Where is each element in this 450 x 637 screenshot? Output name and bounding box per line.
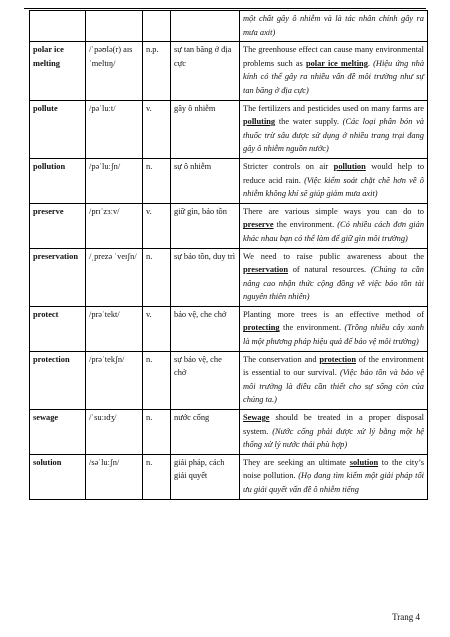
example-cell xyxy=(240,100,428,158)
meaning-cell: sự bảo tồn, duy trì xyxy=(171,248,240,306)
meaning-cell: sự tan băng ở địa cực xyxy=(171,42,240,100)
example-cell xyxy=(240,11,428,42)
example-sentence-end: should be treated in a proper disposal system. xyxy=(243,413,424,436)
example-keyword: preservation xyxy=(243,265,288,275)
example-translation: (Việc bảo tồn và bảo vệ môi trường là điều cần thiết cho sự sống còn của chúng ta.) xyxy=(243,368,424,405)
pos-cell: n. xyxy=(143,454,171,499)
table-row xyxy=(30,158,428,203)
example-cell xyxy=(240,42,428,100)
example-sentence-start: The greenhouse effect can cause many environmental problems such as xyxy=(243,45,424,68)
pos-cell: n. xyxy=(143,248,171,306)
example-translation: (Họ đang tìm kiếm một giải pháp tối ưu giải quyết vấn đề ô nhiễm tiếng xyxy=(243,471,424,494)
word-cell: protection xyxy=(30,351,86,409)
meaning-cell: sự bảo vệ, che chở xyxy=(171,351,240,409)
example-keyword: polluting xyxy=(243,117,276,127)
page-number: Trang 4 xyxy=(392,612,420,622)
example-translation: (Trồng nhiều cây xanh là một phương pháp hiệu quả để bảo vệ môi trường) xyxy=(243,323,424,347)
example-sentence-end: of the environment is essential to our survival. xyxy=(243,354,424,378)
pos-cell: n. xyxy=(143,351,171,409)
meaning-cell: giữ gìn, bảo tồn xyxy=(171,203,240,248)
example-cell xyxy=(240,454,428,499)
table-row xyxy=(30,42,428,100)
example-translation: một chất gây ô nhiễm và là tác nhân chính gây ra mưa axit) xyxy=(243,14,424,37)
pos-cell: v. xyxy=(143,100,171,158)
pos-cell xyxy=(143,11,171,42)
word-cell: pollution xyxy=(30,158,86,203)
table-row xyxy=(30,454,428,499)
example-translation: (Nước cống phải được xử lý bằng một hệ thống xử lý nước thải phù hợp) xyxy=(243,426,424,450)
example-sentence-start: We need to raise public awareness about the xyxy=(243,251,424,261)
example-keyword: protecting xyxy=(243,323,280,333)
example-sentence-end: . xyxy=(367,58,370,68)
example-translation: (Các loại phân bón và thuốc trừ sâu được sử dụng ở nhiều trang trại đang gây ô nhiễm nguồn nước) xyxy=(243,117,424,154)
example-sentence-end: to the city’s noise pollution. xyxy=(243,457,424,481)
example-sentence-start: Stricter controls on air xyxy=(243,161,334,171)
example-keyword: protection xyxy=(319,354,356,364)
example-keyword: pollution xyxy=(333,161,366,171)
pos-cell: n. xyxy=(143,158,171,203)
example-translation: (Có nhiều cách đơn giản khác nhau bạn có thể làm để giữ gìn môi trường) xyxy=(243,220,425,243)
table-row-continuation xyxy=(30,11,428,42)
example-cell xyxy=(240,351,428,409)
example-sentence-start: There are various simple ways you can do to xyxy=(243,206,424,216)
example-sentence-start: The conservation and xyxy=(243,354,320,364)
example-sentence-end: the water supply. xyxy=(275,117,339,127)
ipa-cell: /prɪˈzɜːv/ xyxy=(86,203,143,248)
ipa-cell: /ˌprezə ˈveɪʃn/ xyxy=(86,248,143,306)
example-translation: (Chúng ta cần nâng cao nhận thức cộng đồng về việc bảo tồn tài nguyên thiên nhiên) xyxy=(243,265,424,302)
table-row xyxy=(30,306,428,351)
table-row xyxy=(30,203,428,248)
example-translation: (Hiệu ứng nhà kính có thể gây ra nhiều vấn đề môi trường như sự tan băng ở địa cực) xyxy=(243,58,425,95)
example-sentence-end: would help to reduce acid rain. xyxy=(243,161,425,185)
example-sentence-start: The fertilizers and pesticides used on many farms are xyxy=(243,103,424,113)
page-top-border xyxy=(24,8,426,9)
example-keyword: polar ice melting xyxy=(305,58,368,68)
word-cell: preservation xyxy=(30,248,86,306)
example-keyword: Sewage xyxy=(243,413,270,423)
example-cell xyxy=(240,158,428,203)
example-sentence-start: Planting more trees is an effective method of xyxy=(243,309,424,319)
pos-cell: v. xyxy=(143,306,171,351)
word-cell: polar ice melting xyxy=(30,42,86,100)
table-row xyxy=(30,410,428,455)
meaning-cell: bảo vệ, che chở xyxy=(171,306,240,351)
example-translation: (Việc kiểm soát chặt chẽ hơn về ô nhiễm không khí sẽ giúp giảm mưa axit) xyxy=(243,175,424,199)
example-keyword: solution xyxy=(349,457,379,467)
meaning-cell: giải pháp, cách giải quyết xyxy=(171,454,240,499)
example-cell xyxy=(240,248,428,306)
table-row xyxy=(30,351,428,409)
example-cell xyxy=(240,306,428,351)
example-keyword: preserve xyxy=(243,220,274,230)
ipa-cell: /ˈsuːɪdʒ/ xyxy=(86,410,143,455)
pos-cell: v. xyxy=(143,203,171,248)
example-cell xyxy=(240,203,428,248)
ipa-cell: /prəˈtekt/ xyxy=(86,306,143,351)
example-sentence-start: They are seeking an ultimate xyxy=(243,457,350,467)
word-cell: pollute xyxy=(30,100,86,158)
word-cell: solution xyxy=(30,454,86,499)
word-cell: sewage xyxy=(30,410,86,455)
ipa-cell: /prəˈtekʃn/ xyxy=(86,351,143,409)
vocabulary-table xyxy=(29,10,428,500)
word-cell: preserve xyxy=(30,203,86,248)
meaning-cell: sự ô nhiễm xyxy=(171,158,240,203)
example-sentence-end: the environment. xyxy=(273,220,335,230)
example-sentence-end: of natural resources. xyxy=(287,265,367,275)
ipa-cell: /pəˈluːt/ xyxy=(86,100,143,158)
pos-cell: n.p. xyxy=(143,42,171,100)
pos-cell: n. xyxy=(143,410,171,455)
ipa-cell: /ˈpəʊlə(r) aɪs ˈmeltɪŋ/ xyxy=(86,42,143,100)
table-row xyxy=(30,100,428,158)
word-cell xyxy=(30,11,86,42)
meaning-cell: gây ô nhiễm xyxy=(171,100,240,158)
table-row xyxy=(30,248,428,306)
example-cell xyxy=(240,410,428,455)
meaning-cell xyxy=(171,11,240,42)
meaning-cell: nước cống xyxy=(171,410,240,455)
ipa-cell: /pəˈluːʃn/ xyxy=(86,158,143,203)
ipa-cell xyxy=(86,11,143,42)
ipa-cell: /səˈluːʃn/ xyxy=(86,454,143,499)
example-sentence-end: the environment. xyxy=(279,323,342,333)
word-cell: protect xyxy=(30,306,86,351)
